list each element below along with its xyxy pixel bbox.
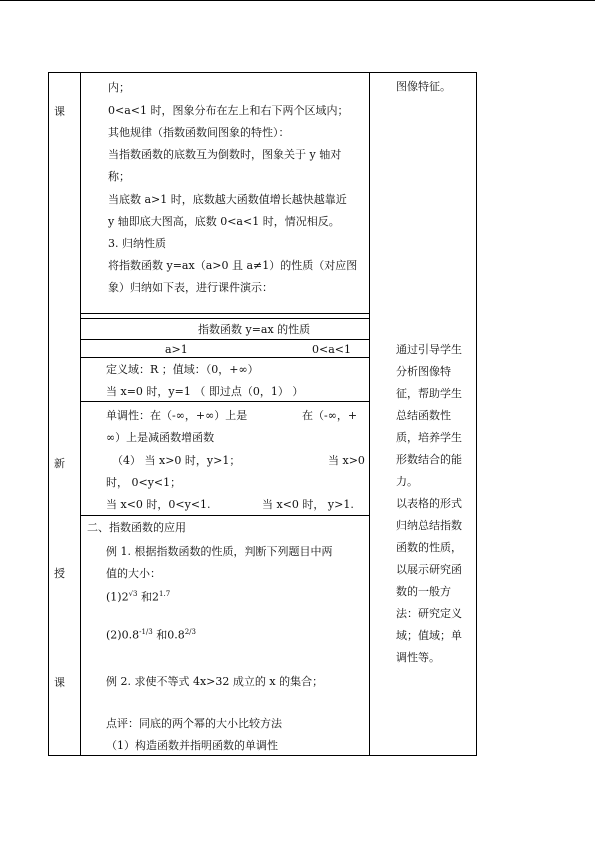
side-label-xin: 新 <box>54 457 65 470</box>
text-line: 当指数函数的底数互为倒数时，图象关于 y 轴对 <box>108 148 342 161</box>
right-note-line: 域；值域；单 <box>396 629 462 642</box>
page-top-rule <box>0 0 595 1</box>
example-1-part-2: $(2)0.8^{-1/3}$ 和$0.8^{2/3}$ <box>106 628 196 642</box>
example-2-line: 例 2. 求使不等式 4x>32 成立的 x 的集合； <box>106 675 324 688</box>
right-note-line: 总结函数性 <box>396 409 451 422</box>
text-line: 称； <box>108 170 130 183</box>
value-line: （4） 当 x>0 时，y>1； <box>112 454 241 467</box>
value-line-3b: 当 x<0 时， y>1. <box>262 498 354 511</box>
value-line-2: 时， 0<y<1； <box>106 476 182 489</box>
text-line: 象）归纳如下表，进行课件演示： <box>108 281 273 294</box>
right-note-line: 以表格的形式 <box>396 497 462 510</box>
table-header-a-gt-1: a>1 <box>165 343 188 356</box>
column-divider-left <box>80 72 81 756</box>
text-line: 0<a<1 时，图象分布在左上和右下两个区域内； <box>108 104 349 117</box>
value-line-b: 当 x>0 <box>328 454 365 467</box>
table-title: 指数函数 y=ax 的性质 <box>198 323 311 336</box>
table-rule <box>80 401 369 402</box>
side-label-ke: 课 <box>54 105 65 118</box>
right-note-line: 分析图像特 <box>396 365 451 378</box>
text-line: 其他规律（指数函数间图象的特性）： <box>108 126 290 139</box>
example-1-line: 例 1. 根据指数函数的性质，判断下列题目中两 <box>106 545 333 558</box>
right-note-line: 形数结合的能 <box>396 453 462 466</box>
section-heading: 二、指数函数的应用 <box>87 521 186 534</box>
right-note-line: 法：研究定义 <box>396 607 462 620</box>
text-line: 将指数函数 y=ax（a>0 且 a≠1）的性质（对应图 <box>108 259 358 272</box>
comment-line: 点评：同底的两个幂的大小比较方法 <box>106 717 282 730</box>
right-note-line: 归纳总结指数 <box>396 519 462 532</box>
right-note-line: 征，帮助学生 <box>396 387 462 400</box>
table-rule <box>80 357 369 358</box>
text-line: 当底数 a>1 时，底数越大函数值增长越快越靠近 <box>108 193 347 206</box>
column-divider-right <box>369 72 370 756</box>
right-note-line: 质，培养学生 <box>396 431 462 444</box>
table-rule <box>80 313 369 314</box>
monotonic-line-2: ∞）上是减函数增函数 <box>106 431 215 444</box>
monotonic-line-b: 在（-∞，+ <box>302 409 358 422</box>
right-note-line: 以展示研究函 <box>396 563 462 576</box>
right-note-line: 通过引导学生 <box>396 343 462 356</box>
comment-line-2: （1）构造函数并指明函数的单调性 <box>106 739 278 752</box>
table-header-a-lt-1: 0<a<1 <box>312 343 351 356</box>
side-label-ke2: 课 <box>54 676 65 689</box>
value-line-3: 当 x<0 时，0<y<1. <box>106 498 211 511</box>
fixed-point-line: 当 x=0 时，y=1 （ 即过点（0，1） ） <box>106 385 304 398</box>
text-line: y 轴即底大图高，底数 0<a<1 时，情况相反。 <box>108 215 340 228</box>
table-rule <box>80 318 369 319</box>
right-notes <box>396 339 478 669</box>
text-line: 3. 归纳性质 <box>108 237 166 250</box>
right-note-top: 图像特征。 <box>396 80 451 93</box>
text-line: 内； <box>108 81 130 94</box>
right-note-line: 函数的性质， <box>396 541 462 554</box>
side-label-shou: 授 <box>54 567 65 580</box>
table-rule <box>80 339 369 340</box>
example-1-line-2: 值的大小： <box>106 567 161 580</box>
example-1-part-1: $(1)2^{√3}$ 和$2^{1.7}$ <box>106 590 171 604</box>
domain-range-line: 定义域：R ；值域：（0，+∞） <box>106 363 259 376</box>
table-rule <box>80 515 369 516</box>
right-note-line: 数的一般方 <box>396 585 451 598</box>
right-note-line: 调性等。 <box>396 651 440 664</box>
monotonic-line: 单调性：在（-∞，+∞）上是 <box>106 409 248 422</box>
right-note-line: 力。 <box>396 475 418 488</box>
